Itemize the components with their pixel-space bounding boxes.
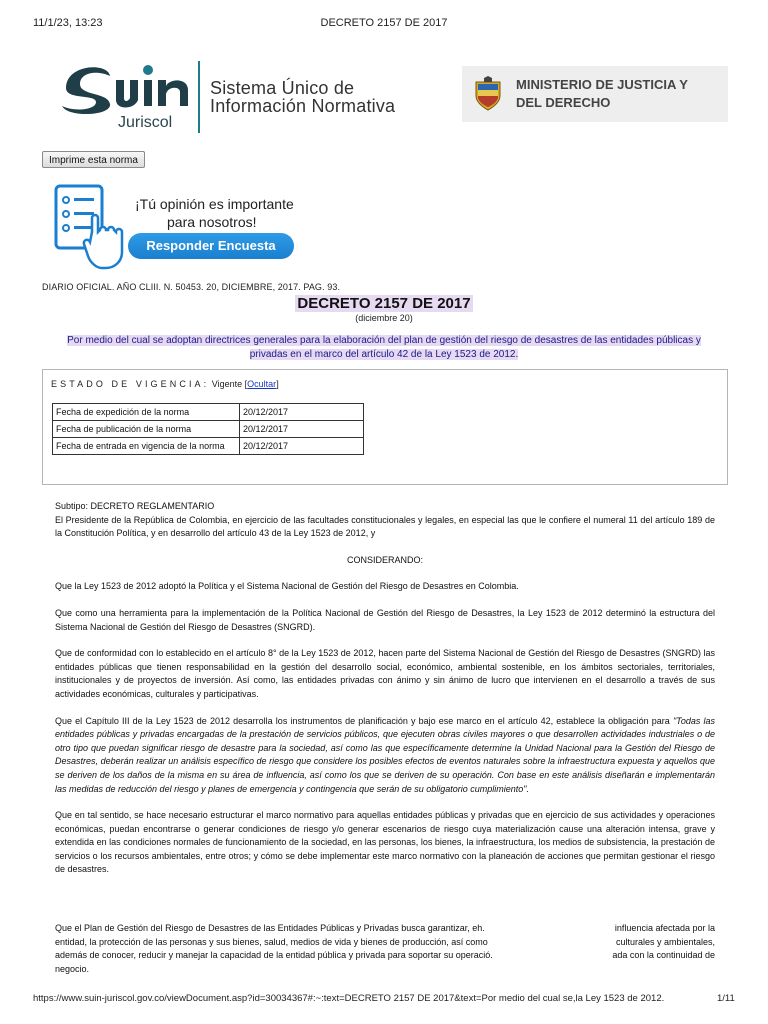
considerando-paragraph xyxy=(55,715,715,797)
vigencia-status: Vigente xyxy=(211,379,243,389)
vigencia-header: ESTADO DE VIGENCIA: Vigente [Ocultar] xyxy=(51,379,279,389)
preamble: El Presidente de la República de Colombia, en ejercicio de las facultades constitucionales y legales, en especial las que le confiere el numeral 11 del artículo 189 de la Constitución Política, y en desarrollo del artículo 43 de la Ley 1523 de 2012, y xyxy=(55,514,715,539)
vigencia-row-value: 20/12/2017 xyxy=(240,404,364,421)
partial-line-left: Que el Plan de Gestión del Riesgo de Desastres de las Entidades Públicas y Privadas busca garantizar, eh. xyxy=(55,923,485,933)
partial-line-left: negocio. xyxy=(55,963,90,974)
ministry-name-line1: MINISTERIO DE JUSTICIA Y xyxy=(516,77,688,92)
partial-line-right: culturales y ambientales, xyxy=(615,936,715,947)
vigencia-label: ESTADO DE VIGENCIA: xyxy=(51,379,210,389)
hide-vigencia-link[interactable]: Ocultar xyxy=(247,379,277,389)
partial-line-left: además de conocer, reducir y manejar la capacidad de la entidad pública y privada para soportar su operació. xyxy=(55,950,493,961)
table-row xyxy=(53,438,364,455)
considerando-paragraph-partial xyxy=(55,922,715,976)
diario-oficial-reference: DIARIO OFICIAL. AÑO CLIII. N. 50453. 20, DICIEMBRE, 2017. PAG. 93. xyxy=(42,282,341,292)
decree-epigraph xyxy=(55,334,713,362)
considerando-paragraph: Que en tal sentido, se hace necesario estructurar el marco normativo para aquellas entidades públicas y privadas que en ejercicio de sus actividades y operaciones económicas, puedan encontrarse o generar condiciones de riesgo y/o generar escenarios de riesgo cuya materialización cause una alteración intensa, grave y extendida en las condiciones normales de funcionamiento de la sociedad, en las personas, los bienes, la infraestructura, los medios de subsistencia, la prestación de servicios o los recursos ambientales, entre otros; y cómo se debe implementar este marco normativo con la planeación de acciones que permitan gestionar el riesgo de desastres. xyxy=(55,810,715,875)
paragraph-intro: Que el Capítulo III de la Ley 1523 de 2012 desarrolla los instrumentos de planificación y bajo ese marco en el artículo 42, establece la obligación para xyxy=(55,715,673,726)
print-title: DECRETO 2157 DE 2017 xyxy=(320,17,448,29)
partial-line-left: entidad, la protección de las personas y sus bienes, salud, medios de vida y bienes de producción, así como xyxy=(55,936,488,947)
vigencia-panel xyxy=(42,369,728,485)
considerando-paragraph: Que la Ley 1523 de 2012 adoptó la Política y el Sistema Nacional de Gestión del Riesgo de Desastres en Colombia. xyxy=(55,581,519,592)
print-norm-button[interactable]: Imprime esta norma xyxy=(42,151,145,168)
table-row xyxy=(53,421,364,438)
considerando-paragraph: Que como una herramienta para la implementación de la Política Nacional de Gestión del Riesgo de Desastres, la Ley 1523 de 2012 determinó la estructura del Sistema Nacional de Gestión del Riesgo de Desastres (SNGRD). xyxy=(55,607,715,632)
suin-logo-swoosh-icon xyxy=(58,58,198,118)
vigencia-row-label: Fecha de entrada en vigencia de la norma xyxy=(53,438,240,455)
ministry-banner[interactable] xyxy=(462,66,728,122)
vigencia-dates-table xyxy=(52,403,364,455)
ministry-name-line2: DEL DERECHO xyxy=(516,95,611,110)
logo-divider xyxy=(198,61,200,133)
considerando-heading: CONSIDERANDO: xyxy=(346,554,423,565)
colombia-crest-icon xyxy=(472,76,504,112)
system-name-line1: Sistema Único de xyxy=(210,78,355,98)
survey-heading-line2: para nosotros! xyxy=(167,214,257,230)
article-42-quote: "Todas las entidades públicas y privadas encargadas de la prestación de servicios públicos, que ejecuten obras civiles mayores o que desarrollen actividades industriales o de otro tipo que puedan significar riesgo de desastre para la sociedad, así como las que específicamente determine la Unidad Nacional para la Gestión del Riesgo de Desastres, deberán realizar un análisis específico de riesgo que considere los posibles efectos de eventos naturales sobre la infraestructura expuesta y aquellos que se deriven de los daños de la misma en su área de influencia, así como los que se deriven de su operación. Con base en este análisis diseñarán e implementarán las medidas de reducción del riesgo y planes de emergencia y contingencia que serán de su obligatorio cumplimiento". xyxy=(55,715,715,794)
vigencia-row-value: 20/12/2017 xyxy=(240,421,364,438)
footer-url: https://www.suin-juriscol.gov.co/viewDocument.asp?id=30034367#:~:text=DECRETO 2157 DE 2017&text=Por medio del cual se,la Ley 1523 de 2012. xyxy=(33,993,665,1004)
subtipo: Subtipo: DECRETO REGLAMENTARIO xyxy=(55,501,215,511)
respond-survey-button[interactable]: Responder Encuesta xyxy=(128,233,294,259)
partial-line-right: influencia afectada por la xyxy=(614,923,715,933)
print-datetime: 11/1/23, 13:23 xyxy=(33,17,103,29)
decree-body xyxy=(55,500,715,877)
survey-heading-line1: ¡Tú opinión es importante xyxy=(135,196,294,212)
system-name-line2: Información Normativa xyxy=(210,96,396,116)
partial-line-right: ada con la continuidad de xyxy=(612,950,715,961)
footer-page-number: 1/11 xyxy=(717,993,735,1004)
vigencia-row-value: 20/12/2017 xyxy=(240,438,364,455)
vigencia-row-label: Fecha de expedición de la norma xyxy=(53,404,240,421)
suin-juriscol-logo[interactable] xyxy=(58,58,408,136)
decree-title xyxy=(0,295,768,313)
vigencia-row-label: Fecha de publicación de la norma xyxy=(53,421,240,438)
decree-date: (diciembre 20) xyxy=(355,313,413,323)
decree-epigraph-text: Por medio del cual se adoptan directrices generales para la elaboración del plan de gestión del riesgo de desastres de las entidades públicas y privadas en el marco del artículo 42 de la Ley 1523 de 2012. xyxy=(67,335,701,360)
decree-title-text: DECRETO 2157 DE 2017 xyxy=(297,295,471,312)
logo-juriscol-text: Juriscol xyxy=(118,114,173,131)
considerando-paragraph: Que de conformidad con lo establecido en el artículo 8° de la Ley 1523 de 2012, hacen parte del Sistema Nacional de Gestión del Riesgo de Desastres (SNGRD) las entidades públicas que tienen responsabilidad en la gestión del desarrollo social, económico, ambiental sostenible, en los ámbitos sectoriales, territoriales, institucionales y de proyectos de inversión. Así como, las entidades privadas con ánimo y sin ánimo de lucro que intervienen en el desarrollo a través de sus actividades económicas, culturales y participativas. xyxy=(55,648,715,699)
ministry-name xyxy=(516,76,726,112)
table-row xyxy=(53,404,364,421)
survey-checklist-icon[interactable] xyxy=(52,182,124,272)
